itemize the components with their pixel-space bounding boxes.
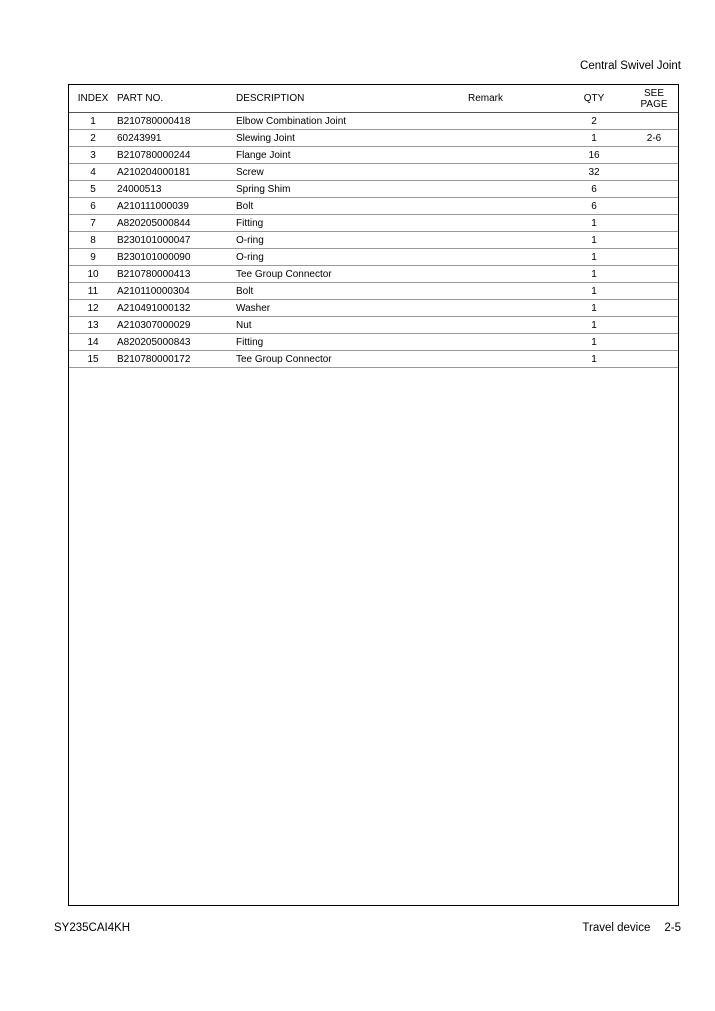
cell-description: Fitting <box>236 215 468 232</box>
cell-see-page <box>630 181 678 198</box>
cell-description: Elbow Combination Joint <box>236 113 468 130</box>
cell-part-no: A210491000132 <box>117 300 236 317</box>
cell-part-no: A820205000843 <box>117 334 236 351</box>
cell-see-page <box>630 232 678 249</box>
table-row <box>69 113 678 130</box>
footer-chapter: Travel device <box>582 922 651 934</box>
table-row <box>69 317 678 334</box>
cell-remark <box>468 113 558 130</box>
see-page-line-2: PAGE <box>640 98 668 110</box>
column-header-see-page <box>630 85 678 113</box>
cell-see-page <box>630 147 678 164</box>
cell-remark <box>468 215 558 232</box>
cell-part-no: A820205000844 <box>117 215 236 232</box>
cell-remark <box>468 130 558 147</box>
cell-remark <box>468 317 558 334</box>
cell-remark <box>468 181 558 198</box>
cell-description: Nut <box>236 317 468 334</box>
cell-qty: 6 <box>558 181 630 198</box>
table-row <box>69 300 678 317</box>
table-body <box>69 113 678 368</box>
cell-remark <box>468 249 558 266</box>
cell-qty: 1 <box>558 334 630 351</box>
cell-remark <box>468 266 558 283</box>
section-title: Central Swivel Joint <box>580 60 681 72</box>
cell-index: 14 <box>69 334 117 351</box>
cell-part-no: A210111000039 <box>117 198 236 215</box>
table-row <box>69 266 678 283</box>
cell-qty: 6 <box>558 198 630 215</box>
column-header-index: INDEX <box>69 85 117 113</box>
cell-part-no: A210110000304 <box>117 283 236 300</box>
cell-qty: 1 <box>558 300 630 317</box>
cell-qty: 1 <box>558 351 630 368</box>
footer-page-info <box>582 922 681 934</box>
cell-part-no: B230101000090 <box>117 249 236 266</box>
cell-part-no: A210307000029 <box>117 317 236 334</box>
cell-description: Slewing Joint <box>236 130 468 147</box>
cell-description: Screw <box>236 164 468 181</box>
table-row <box>69 232 678 249</box>
table-row <box>69 130 678 147</box>
table-row <box>69 249 678 266</box>
cell-index: 3 <box>69 147 117 164</box>
cell-see-page <box>630 334 678 351</box>
cell-see-page-link[interactable]: 2-6 <box>630 130 678 147</box>
cell-index: 2 <box>69 130 117 147</box>
cell-index: 1 <box>69 113 117 130</box>
parts-list-frame <box>68 84 679 906</box>
cell-remark <box>468 147 558 164</box>
cell-index: 6 <box>69 198 117 215</box>
footer-page-number: 2-5 <box>664 922 681 934</box>
cell-remark <box>468 300 558 317</box>
table-row <box>69 198 678 215</box>
table-row <box>69 283 678 300</box>
cell-index: 11 <box>69 283 117 300</box>
cell-see-page <box>630 113 678 130</box>
cell-description: Tee Group Connector <box>236 266 468 283</box>
cell-part-no: B230101000047 <box>117 232 236 249</box>
cell-qty: 1 <box>558 266 630 283</box>
parts-table <box>69 85 678 368</box>
cell-remark <box>468 283 558 300</box>
column-header-part-no: PART NO. <box>117 85 236 113</box>
cell-see-page <box>630 300 678 317</box>
cell-index: 7 <box>69 215 117 232</box>
cell-qty: 1 <box>558 130 630 147</box>
footer-model: SY235CAI4KH <box>54 922 131 934</box>
cell-index: 9 <box>69 249 117 266</box>
cell-description: Bolt <box>236 283 468 300</box>
cell-index: 12 <box>69 300 117 317</box>
cell-see-page <box>630 249 678 266</box>
table-header-row <box>69 85 678 113</box>
cell-index: 10 <box>69 266 117 283</box>
table-row <box>69 334 678 351</box>
cell-description: Spring Shim <box>236 181 468 198</box>
column-header-description: DESCRIPTION <box>236 85 468 113</box>
cell-description: Flange Joint <box>236 147 468 164</box>
cell-remark <box>468 164 558 181</box>
cell-description: O-ring <box>236 249 468 266</box>
cell-remark <box>468 334 558 351</box>
cell-index: 8 <box>69 232 117 249</box>
cell-remark <box>468 351 558 368</box>
cell-part-no: 60243991 <box>117 130 236 147</box>
column-header-remark: Remark <box>468 85 558 113</box>
table-row <box>69 164 678 181</box>
cell-see-page <box>630 164 678 181</box>
cell-part-no: A210204000181 <box>117 164 236 181</box>
cell-index: 4 <box>69 164 117 181</box>
see-page-line-1: SEE <box>643 87 664 99</box>
cell-part-no: B210780000172 <box>117 351 236 368</box>
table-row <box>69 181 678 198</box>
cell-qty: 16 <box>558 147 630 164</box>
cell-see-page <box>630 317 678 334</box>
cell-description: Tee Group Connector <box>236 351 468 368</box>
cell-qty: 1 <box>558 232 630 249</box>
cell-see-page <box>630 215 678 232</box>
cell-qty: 2 <box>558 113 630 130</box>
cell-index: 5 <box>69 181 117 198</box>
table-row <box>69 147 678 164</box>
column-header-qty: QTY <box>558 85 630 113</box>
cell-see-page <box>630 351 678 368</box>
cell-description: Bolt <box>236 198 468 215</box>
cell-qty: 1 <box>558 249 630 266</box>
cell-part-no: 24000513 <box>117 181 236 198</box>
cell-index: 13 <box>69 317 117 334</box>
cell-description: O-ring <box>236 232 468 249</box>
cell-see-page <box>630 266 678 283</box>
cell-qty: 1 <box>558 317 630 334</box>
cell-see-page <box>630 283 678 300</box>
cell-qty: 1 <box>558 283 630 300</box>
cell-part-no: B210780000244 <box>117 147 236 164</box>
cell-part-no: B210780000413 <box>117 266 236 283</box>
cell-part-no: B210780000418 <box>117 113 236 130</box>
cell-description: Washer <box>236 300 468 317</box>
cell-index: 15 <box>69 351 117 368</box>
table-row <box>69 215 678 232</box>
cell-description: Fitting <box>236 334 468 351</box>
table-row <box>69 351 678 368</box>
cell-remark <box>468 232 558 249</box>
cell-see-page <box>630 198 678 215</box>
cell-remark <box>468 198 558 215</box>
cell-qty: 32 <box>558 164 630 181</box>
cell-qty: 1 <box>558 215 630 232</box>
